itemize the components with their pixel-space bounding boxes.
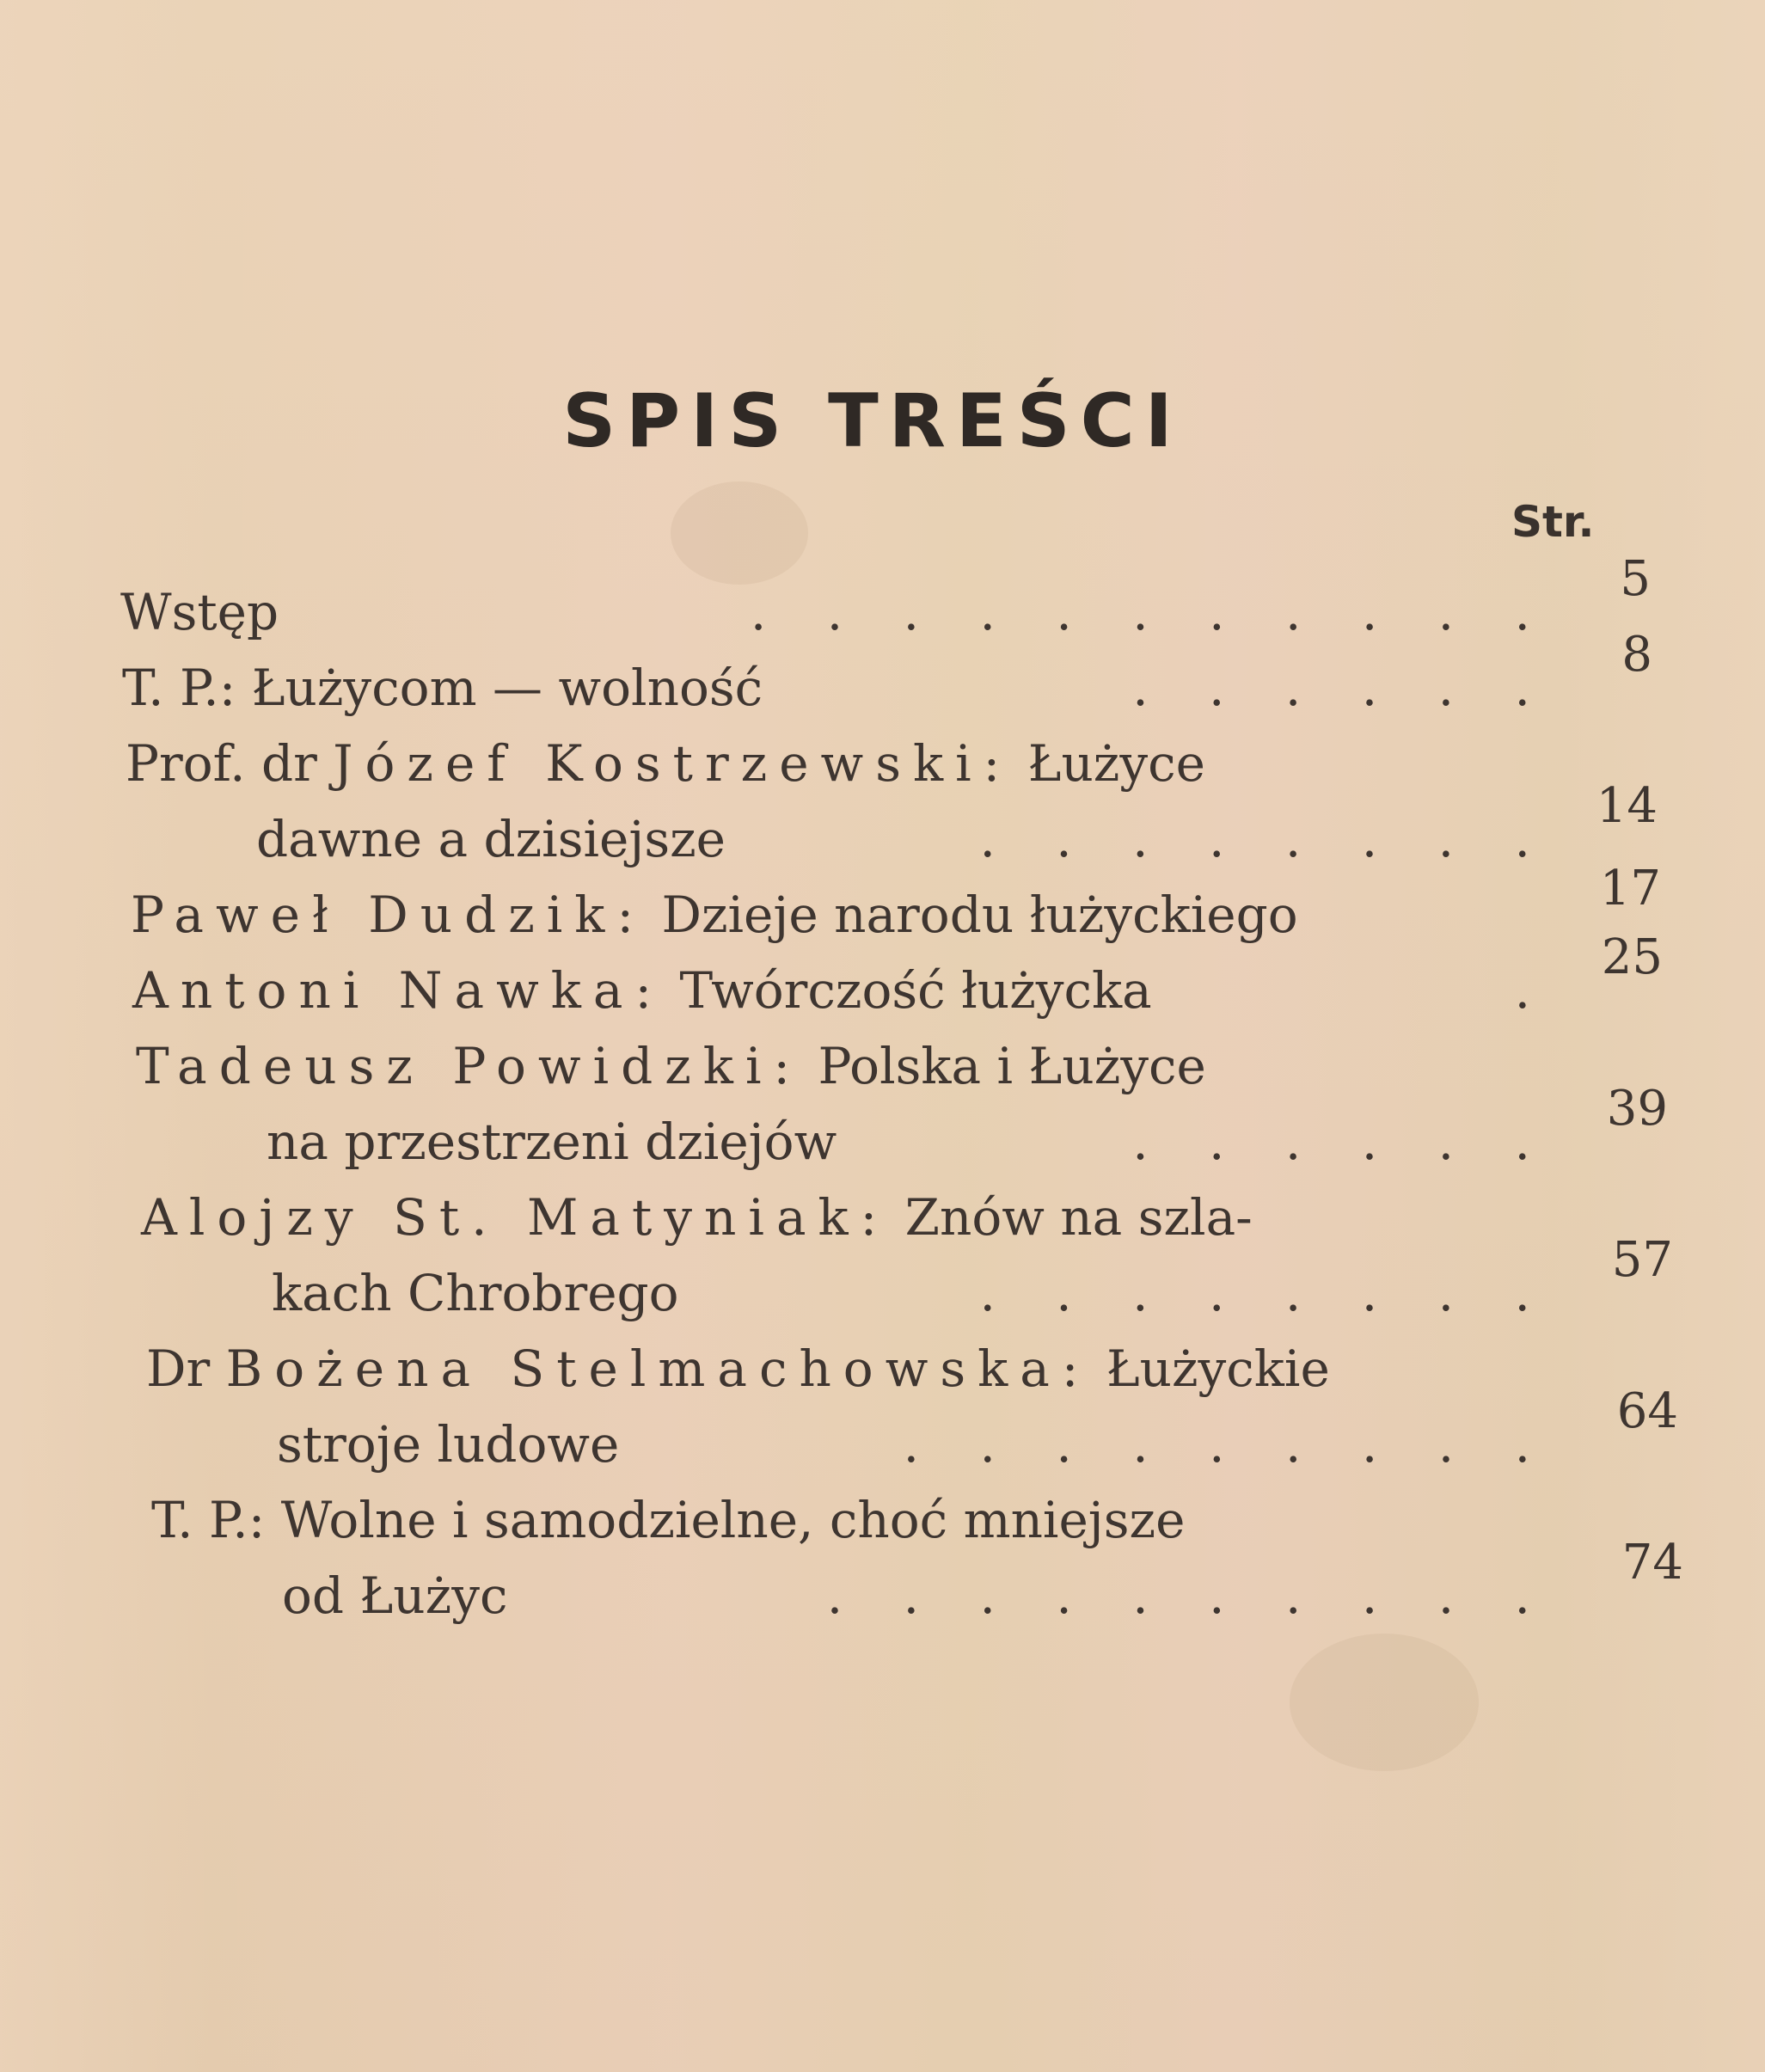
- toc-entry-line: [141, 1180, 1633, 1255]
- toc-entry-text: [256, 801, 726, 877]
- toc-entry-line: [122, 627, 1652, 726]
- toc-author-name: Antoni Nawka:: [132, 961, 665, 1020]
- paper-stain: [671, 481, 808, 585]
- toc-entry: [120, 1028, 1668, 1180]
- toc-entry: [120, 551, 1651, 650]
- toc-entry: [120, 1180, 1673, 1331]
- toc-leader-dots: . . . . . . . . .: [903, 1415, 1530, 1474]
- toc-entry: [120, 627, 1652, 726]
- toc-title-text: dawne a dzisiejsze: [256, 810, 726, 868]
- toc-leader-dots: . . . . . .: [1132, 659, 1530, 717]
- toc-title-text: Łużyckie: [1106, 1339, 1330, 1398]
- toc-leader-dots: .: [1514, 961, 1530, 1020]
- toc-entry-text: [131, 877, 1298, 953]
- toc-entry-text: [277, 1407, 619, 1482]
- toc-page-number: 64: [1616, 1383, 1678, 1439]
- toc-title-text: od Łużyc: [282, 1566, 508, 1625]
- page-column-label: Str.: [1511, 497, 1595, 547]
- toc-title-text: Znów na szla-: [904, 1188, 1253, 1247]
- table-of-contents: [120, 551, 1683, 1634]
- toc-leader-dots: . . . . . . . . . .: [826, 1566, 1530, 1625]
- toc-entry-text: [120, 574, 279, 650]
- toc-entry-line: [126, 726, 1633, 801]
- toc-entry-continuation: [148, 1383, 1678, 1482]
- toc-entry-line: [151, 1482, 1633, 1558]
- toc-entry-text: [136, 1028, 1206, 1104]
- toc-entry-continuation: [143, 1232, 1673, 1331]
- toc-entry-text: [282, 1558, 507, 1634]
- toc-author-prefix: Prof. dr: [126, 734, 317, 793]
- toc-entry: [120, 726, 1658, 877]
- toc-title-text: Twórczość łużycka: [679, 961, 1152, 1020]
- toc-page-number: 74: [1621, 1535, 1683, 1591]
- toc-entry: [120, 861, 1661, 953]
- paper-stain: [1290, 1634, 1479, 1771]
- toc-title-text: T. P.: Łużycom — wolność: [122, 659, 763, 717]
- toc-page-number: 39: [1606, 1081, 1668, 1137]
- toc-title-text: Wstęp: [120, 583, 279, 641]
- toc-page-number: 25: [1601, 929, 1663, 985]
- toc-title-text: na przestrzeni dziejów: [267, 1113, 837, 1171]
- toc-entry-text: [151, 1482, 1185, 1558]
- toc-author-name: Alojzy St. Matyniak:: [141, 1188, 890, 1247]
- toc-entry-line: [132, 929, 1663, 1028]
- toc-entry-text: [126, 726, 1205, 801]
- toc-entry: [120, 929, 1663, 1028]
- toc-title-text: Polska i Łużyce: [818, 1037, 1206, 1095]
- toc-page-number: 17: [1599, 861, 1661, 916]
- toc-author-name: Józef Kostrzewski:: [333, 734, 1013, 793]
- toc-entry-text: [146, 1331, 1330, 1407]
- page-title: SPIS TREŚCI: [562, 378, 1183, 464]
- toc-entry-continuation: [127, 778, 1658, 877]
- toc-entry-line: [136, 1028, 1633, 1104]
- toc-leader-dots: . . . . . .: [1132, 1113, 1530, 1171]
- toc-page-number: 57: [1611, 1232, 1673, 1288]
- toc-leader-dots: . . . . . . . . . . .: [750, 583, 1530, 641]
- toc-title-text: T. P.: Wolne i samodzielne, choć mniejsze: [151, 1491, 1186, 1549]
- toc-title-text: Dzieje narodu łużyckiego: [661, 886, 1298, 944]
- toc-entry-text: [122, 650, 763, 726]
- toc-title-text: stroje ludowe: [277, 1415, 620, 1474]
- toc-leader-dots: . . . . . . . .: [979, 810, 1530, 868]
- toc-entry-continuation: [138, 1081, 1668, 1180]
- toc-page-number: 14: [1596, 778, 1658, 834]
- toc-page-number: 8: [1621, 627, 1652, 683]
- toc-author-prefix: Dr: [146, 1339, 211, 1398]
- toc-entry-line: [131, 861, 1661, 953]
- toc-entry-text: [141, 1180, 1253, 1255]
- toc-entry-line: [120, 551, 1651, 650]
- toc-entry: [120, 1331, 1678, 1482]
- toc-title-text: kach Chrobrego: [272, 1264, 679, 1322]
- toc-author-name: Bożena Stelmachowska:: [225, 1339, 1091, 1398]
- toc-author-name: Paweł Dudzik:: [131, 886, 646, 944]
- toc-title-text: Łużyce: [1027, 734, 1205, 793]
- toc-entry-text: [267, 1104, 837, 1180]
- toc-leader-dots: . . . . . . . .: [979, 1264, 1530, 1322]
- toc-author-name: Tadeusz Powidzki:: [136, 1037, 803, 1095]
- toc-entry-line: [146, 1331, 1633, 1407]
- toc-entry-text: [132, 953, 1152, 1028]
- toc-page-number: 5: [1620, 551, 1651, 607]
- toc-entry-continuation: [153, 1535, 1683, 1634]
- toc-entry: [120, 1482, 1683, 1634]
- toc-entry-text: [272, 1255, 679, 1331]
